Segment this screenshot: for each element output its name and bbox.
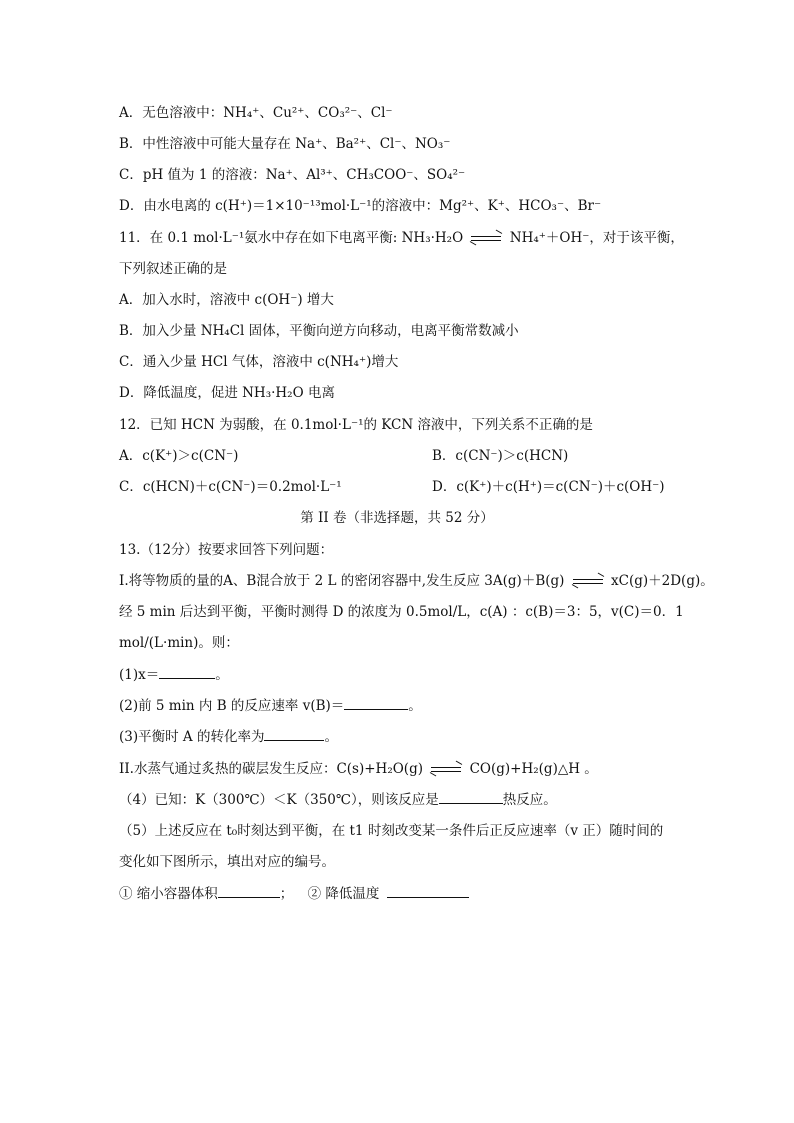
q12-stem: 12．已知 HCN 为弱酸，在 0.1mol·L⁻¹的 KCN 溶液中，下列关系不正确的是 — [119, 417, 593, 433]
q10-option-a: A．无色溶液中：NH₄⁺、Cu²⁺、CO₃²⁻、Cl⁻ — [119, 105, 393, 121]
q11-option-a: A．加入水时，溶液中 c(OH⁻) 增大 — [119, 292, 334, 308]
q13-part1-line1-a: I.将等物质的量的A、B混合放于 2 L 的密闭容器中,发生反应 3A(g)＋B(g) — [119, 573, 565, 589]
answer-blank-heat[interactable] — [439, 791, 503, 804]
separator: ； — [279, 886, 294, 902]
equilibrium-arrow-icon — [471, 234, 501, 244]
q10-option-d: D．由水电离的 c(H⁺)＝1×10⁻¹³mol·L⁻¹的溶液中：Mg²⁺、K⁺、HCO₃⁻、Br⁻ — [119, 198, 602, 214]
answer-blank-volume[interactable] — [218, 885, 280, 898]
q10-option-b: B．中性溶液中可能大量存在 Na⁺、Ba²⁺、Cl⁻、NO₃⁻ — [119, 136, 451, 152]
q12-option-d: D．c(K⁺)＋c(H⁺)＝c(CN⁻)＋c(OH⁻) — [432, 479, 665, 495]
q13-sub5-line1: （5）上述反应在 t₀时刻达到平衡，在 t1 时刻改变某一条件后正反应速率（v 正）随时间的 — [119, 823, 664, 839]
q13-fill-line — [119, 885, 469, 903]
q13-part2-a: II.水蒸气通过炙热的碳层发生反应：C(s)+H₂O(g) — [119, 761, 423, 777]
q13-sub2-label: (2)前 5 min 内 B 的反应速率 v(B)＝ — [119, 698, 345, 714]
fill-label-2: ② 降低温度 — [307, 886, 380, 902]
q11-stem-part1: 11．在 0.1 mol·L⁻¹氨水中存在如下电离平衡: NH₃·H₂O — [119, 230, 464, 246]
q11-stem — [119, 229, 684, 247]
answer-blank-conversion[interactable] — [264, 728, 324, 741]
q11-stem-part2: NH₄⁺＋OH⁻，对于该平衡， — [509, 230, 684, 246]
period: 。 — [324, 729, 338, 745]
q12-option-b: B．c(CN⁻)＞c(HCN) — [432, 448, 569, 464]
q13-sub3 — [119, 728, 338, 746]
period: 。 — [408, 698, 422, 714]
q13-part1-line2: 经 5 min 后达到平衡，平衡时测得 D 的浓度为 0.5mol/L，c(A) ：c(B)＝3：5，v(C)＝0．1 — [119, 604, 684, 620]
section-title: 第 II 卷（非选择题，共 52 分） — [300, 510, 494, 526]
q11-option-c: C．通入少量 HCl 气体，溶液中 c(NH₄⁺)增大 — [119, 354, 399, 370]
q13-sub4-b: 热反应。 — [502, 792, 557, 808]
q11-option-d: D．降低温度，促进 NH₃·H₂O 电离 — [119, 385, 335, 401]
q13-stem: 13.（12分）按要求回答下列问题： — [119, 542, 334, 558]
fill-label-1: ① 缩小容器体积 — [119, 886, 218, 902]
period: 。 — [215, 667, 229, 683]
q12-option-a: A．c(K⁺)＞c(CN⁻) — [119, 448, 239, 464]
q13-sub5-line2: 变化如下图所示，填出对应的编号。 — [119, 854, 335, 870]
answer-blank-x[interactable] — [159, 666, 215, 679]
q13-part1-line1-b: xC(g)＋2D(g)。 — [611, 573, 714, 589]
q11-option-b: B．加入少量 NH₄Cl 固体，平衡向逆方向移动，电离平衡常数减小 — [119, 323, 519, 339]
equilibrium-arrow-icon — [573, 577, 603, 587]
q13-sub1 — [119, 666, 229, 684]
q13-part1-line3: mol/(L·min)。则： — [119, 635, 239, 651]
q13-sub3-label: (3)平衡时 A 的转化率为 — [119, 729, 265, 745]
q10-option-c: C．pH 值为 1 的溶液：Na⁺、Al³⁺、CH₃COO⁻、SO₄²⁻ — [119, 167, 466, 183]
q13-sub4 — [119, 791, 557, 809]
q11-stem-line2: 下列叙述正确的是 — [119, 261, 227, 277]
q13-sub4-a: （4）已知：K（300℃）＜K（350℃），则该反应是 — [119, 792, 439, 808]
q13-part2 — [119, 760, 598, 778]
q13-sub2 — [119, 697, 422, 715]
answer-blank-temperature[interactable] — [387, 885, 469, 898]
equilibrium-arrow-icon — [431, 765, 461, 775]
q13-part2-b: CO(g)+H₂(g)△H 。 — [469, 761, 598, 777]
answer-blank-vb[interactable] — [344, 697, 408, 710]
q13-part1-line1 — [119, 572, 714, 590]
q12-option-c: C．c(HCN)＋c(CN⁻)＝0.2mol·L⁻¹ — [119, 479, 342, 495]
q13-sub1-label: (1)x＝ — [119, 667, 160, 683]
